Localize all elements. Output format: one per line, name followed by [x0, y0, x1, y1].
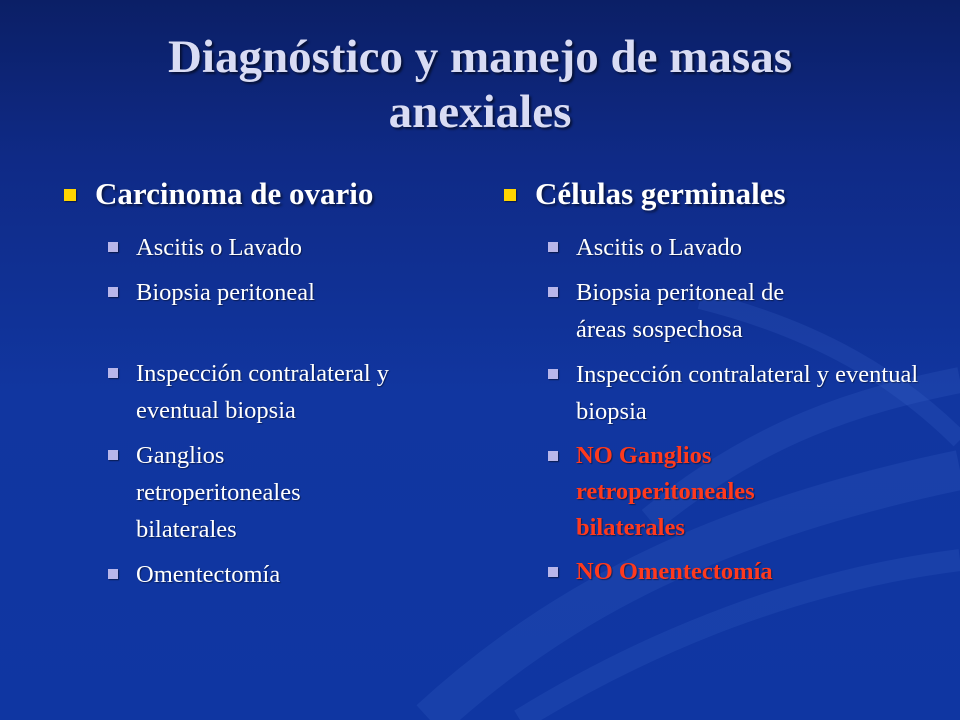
- square-bullet-icon: [108, 368, 118, 378]
- square-bullet-icon: [548, 287, 558, 297]
- right-column: [500, 176, 920, 598]
- slide-title-line-1: Diagnóstico y manejo de masas: [167, 31, 793, 83]
- left-heading: [60, 176, 460, 212]
- square-bullet-icon: [548, 567, 558, 577]
- list-item-text: Ganglios retroperitoneales bilaterales: [136, 442, 301, 543]
- right-heading: [500, 176, 920, 212]
- square-bullet-icon: [108, 242, 118, 252]
- square-bullet-icon: [548, 451, 558, 461]
- slide-title-line-2: anexiales: [388, 86, 572, 138]
- list-item: [105, 229, 460, 266]
- square-bullet-icon: [504, 189, 516, 201]
- list-item-text: Ascitis o Lavado: [136, 234, 303, 261]
- square-bullet-icon: [548, 242, 558, 252]
- square-bullet-icon: [108, 569, 118, 579]
- left-bullet-list: [60, 229, 460, 593]
- list-item: [545, 356, 920, 430]
- list-item: [545, 274, 920, 348]
- square-bullet-icon: [108, 450, 118, 460]
- list-item-text: NO Ganglios retroperitoneales bilaterales: [576, 442, 755, 541]
- list-item-text: Biopsia peritoneal: [136, 279, 315, 306]
- right-heading-text: Células germinales: [535, 176, 786, 211]
- list-item-highlight: [545, 554, 920, 590]
- list-item: [545, 229, 920, 266]
- list-item: [105, 355, 460, 429]
- right-bullet-list: [500, 229, 920, 590]
- list-item: [105, 274, 460, 311]
- list-item-text: Omentectomía: [136, 561, 281, 588]
- list-item-text: Inspección contralateral y eventual biopsia: [576, 361, 919, 425]
- list-item-text: Ascitis o Lavado: [576, 234, 743, 261]
- list-item: [105, 556, 460, 593]
- list-item-text: NO Omentectomía: [576, 558, 773, 585]
- list-item-text: Biopsia peritoneal de áreas sospechosa: [576, 279, 785, 343]
- list-item-text: Inspección contralateral y eventual biopsia: [136, 360, 390, 424]
- list-item-highlight: [545, 438, 920, 546]
- square-bullet-icon: [108, 287, 118, 297]
- slide-title: [60, 30, 900, 140]
- list-item: [105, 437, 460, 548]
- left-column: [60, 176, 460, 601]
- square-bullet-icon: [64, 189, 76, 201]
- left-heading-text: Carcinoma de ovario: [95, 176, 374, 211]
- square-bullet-icon: [548, 369, 558, 379]
